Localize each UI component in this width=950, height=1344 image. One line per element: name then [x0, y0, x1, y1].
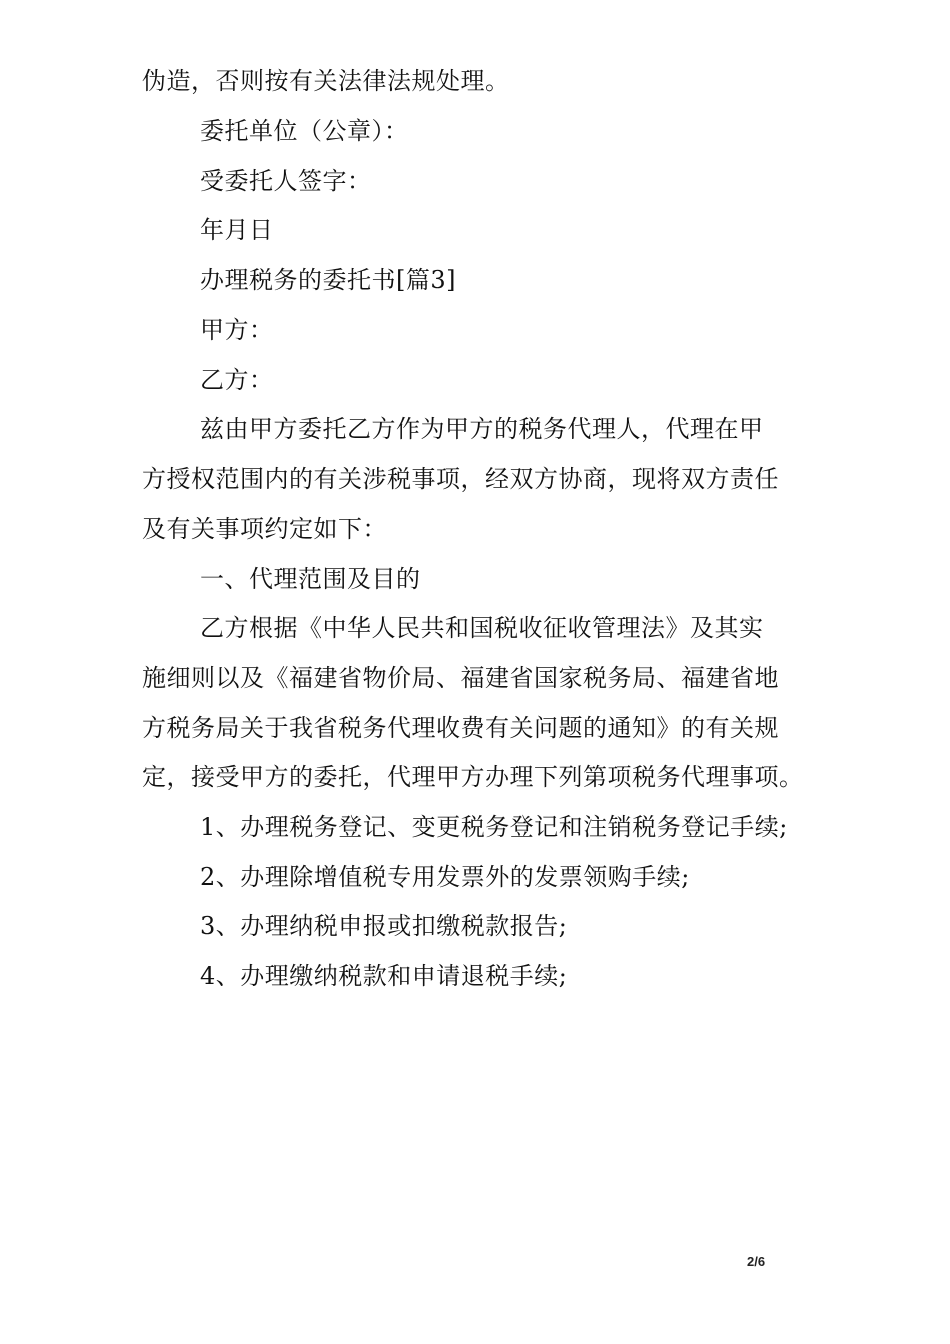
list-item: 1、办理税务登记、变更税务登记和注销税务登记手续; [200, 813, 788, 841]
text-line: 施细则以及《福建省物价局、福建省国家税务局、福建省地 [142, 664, 779, 692]
list-item: 4、办理缴纳税款和申请退税手续; [200, 962, 568, 990]
text-line: 受委托人签字： [200, 167, 372, 195]
text-line: 方授权范围内的有关涉税事项，经双方协商，现将双方责任 [142, 465, 779, 493]
text-line: 定，接受甲方的委托，代理甲方办理下列第项税务代理事项。 [142, 763, 804, 791]
text-line: 委托单位（公章）： [200, 117, 409, 145]
section-heading: 一、代理范围及目的 [200, 565, 421, 593]
text-line: 兹由甲方委托乙方作为甲方的税务代理人，代理在甲 [200, 415, 764, 443]
page-number: 2/6 [747, 1254, 766, 1269]
text-line: 乙方： [200, 366, 274, 394]
text-line: 方税务局关于我省税务代理收费有关问题的通知》的有关规 [142, 714, 779, 742]
list-item: 2、办理除增值税专用发票外的发票领购手续; [200, 863, 690, 891]
list-item: 3、办理纳税申报或扣缴税款报告; [200, 912, 568, 940]
text-line: 甲方： [200, 316, 274, 344]
text-line: 及有关事项约定如下： [142, 515, 387, 543]
text-line: 伪造，否则按有关法律法规处理。 [142, 67, 510, 95]
text-line: 乙方根据《中华人民共和国税收征收管理法》及其实 [200, 614, 764, 642]
text-line: 年月日 [200, 216, 274, 244]
section-heading: 办理税务的委托书[篇3] [200, 266, 456, 294]
